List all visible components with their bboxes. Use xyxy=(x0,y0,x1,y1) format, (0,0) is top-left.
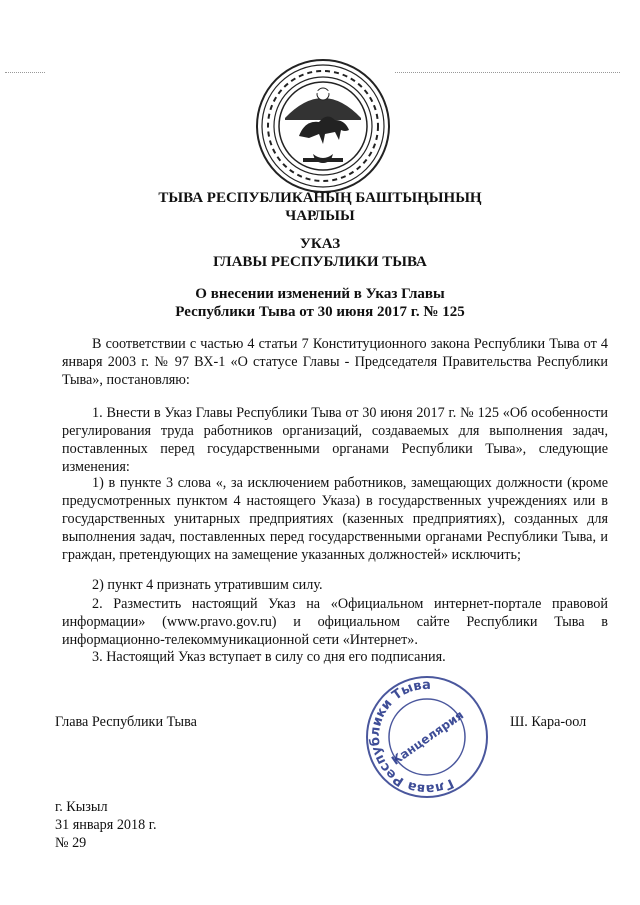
decree-number: № 29 xyxy=(55,835,87,851)
signatory-position: Глава Республики Тыва xyxy=(55,714,197,730)
decree-subject-line2: Республики Тыва от 30 июня 2017 г. № 125 xyxy=(175,304,465,320)
item-1-paragraph: 1. Внести в Указ Главы Республики Тыва от 30 июня 2017 г. № 125 «Об особенности регулирования труда работников организаций, создаваемых для выполнения задач, поставленных перед государственными органами Республики Тыва», следующие изменения: xyxy=(62,405,608,475)
item-1-subitem-1: 1) в пункте 3 слова «, за исключением работников, замещающих должности (кроме предусмотренных пунктом 4 настоящего Указа) в государственных учреждениях или в государственных унитарных предприятиях (казенных предприятиях), созданных для выполнения задач, поставленных перед государственными органами Республики Тыва, и граждан, претендующих на замещение указанных должностей» исключить; xyxy=(62,475,608,563)
issue-city: г. Кызыл xyxy=(55,799,108,815)
scan-artifact xyxy=(5,72,45,75)
decree-authority: ГЛАВЫ РЕСПУБЛИКИ ТЫВА xyxy=(213,254,427,270)
decree-label: УКАЗ xyxy=(299,236,341,252)
coat-of-arms-icon xyxy=(255,58,391,194)
item-2-paragraph: 2. Разместить настоящий Указ на «Официальном интернет-портале правовой информации» (www.pravo.gov.ru) и официальном сайте Республики Тыва в информационно-телекоммуникационной сети «Интернет». xyxy=(62,596,608,648)
signatory-name: Ш. Кара-оол xyxy=(510,714,587,730)
issue-date: 31 января 2018 г. xyxy=(55,817,157,833)
decree-subject-line1: О внесении изменений в Указ Главы xyxy=(195,286,445,302)
title-tuvan-line1: ТЫВА РЕСПУБЛИКАНЫҢ БАШТЫҢЫНЫҢ xyxy=(158,190,482,206)
preamble-paragraph: В соответствии с частью 4 статьи 7 Конституционного закона Республики Тыва от 4 января 2003 г. № 97 ВХ-1 «О статусе Главы - Председателя Правительства Республики Тыва», постановляю: xyxy=(62,336,608,388)
seal-stamp-icon xyxy=(362,672,492,802)
item-3-paragraph: 3. Настоящий Указ вступает в силу со дня его подписания. xyxy=(92,649,446,665)
title-tuvan-line2: ЧАРЛЫЫ xyxy=(285,208,355,224)
stamp-ring-text: Глава Республики Тыва xyxy=(367,677,456,797)
stamp-center-text: Канцелярия xyxy=(388,707,467,768)
item-1-subitem-2: 2) пункт 4 признать утратившим силу. xyxy=(92,577,323,593)
scan-artifact xyxy=(395,72,620,75)
